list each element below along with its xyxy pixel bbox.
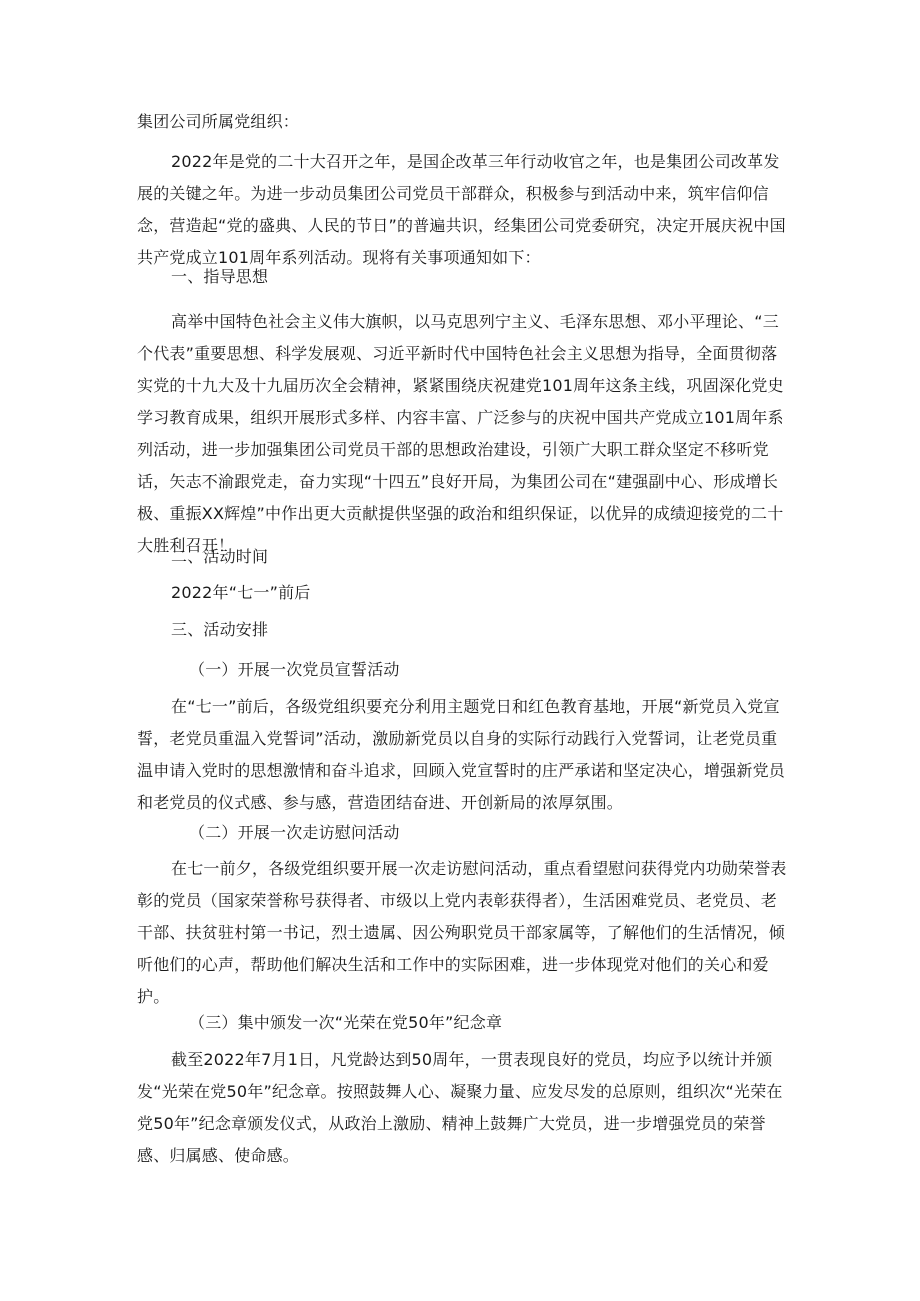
intro-paragraph: 2022年是党的二十大召开之年，是国企改革三年行动收官之年，也是集团公司改革发展的关键之年。为进一步动员集团公司党员干部群众，积极参与到活动中来，筑牢信仰信念，营造起“党的盛典、人民的节日”的普遍共识，经集团公司党委研究，决定开展庆祝中国共产党成立101周年系列活动。现将有关事项通知如下： (137, 152, 786, 267)
section-body-activity-time: 2022年“七一”前后 (171, 583, 311, 602)
item-heading-oath-activity: （一）开展一次党员宣誓活动 (189, 660, 400, 679)
section-heading-activity-time: 二、活动时间 (171, 547, 269, 566)
section-heading-activity-arrangement: 三、活动安排 (171, 620, 269, 639)
section-heading-guiding-thought: 一、指导思想 (171, 267, 269, 286)
item-body-visit-activity: 在七一前夕，各级党组织要开展一次走访慰问活动，重点看望慰问获得党内功勋荣誉表彰的党员（国家荣誉称号获得者、市级以上党内表彰获得者），生活困难党员、老党员、老干部、扶贫驻村第一书记，烈士遗属、因公殉职党员干部家属等，了解他们的生活情况，倾听他们的心声，帮助他们解决生活和工作中的实际困难，进一步体现党对他们的关心和爱护。 (137, 859, 787, 1006)
salutation: 集团公司所属党组织： (137, 112, 300, 131)
section-body-guiding-thought: 高举中国特色社会主义伟大旗帜，以马克思列宁主义、毛泽东思想、邓小平理论、“三个代表”重要思想、科学发展观、习近平新时代中国特色社会主义思想为指导，全面贯彻落实党的十九大及十九届历次全会精神，紧紧围绕庆祝建党101周年这条主线，巩固深化党史学习教育成果，组织开展形式多样、内容丰富、广泛参与的庆祝中国共产党成立101周年系列活动，进一步加强集团公司党员干部的思想政治建设，引领广大职工群众坚定不移听党话，矢志不渝跟党走，奋力实现“十四五”良好开局，为集团公司在“建强副中心、形成增长极、重振XX辉煌”中作出更大贡献提供坚强的政治和组织保证，以优异的成绩迎接党的二十大胜利召开！ (137, 312, 784, 555)
item-heading-visit-activity: （二）开展一次走访慰问活动 (189, 823, 400, 842)
item-body-medal-award: 截至2022年7月1日，凡党龄达到50周年，一贯表现良好的党员，均应予以统计并颁发“光荣在党50年”纪念章。按照鼓舞人心、凝聚力量、应发尽发的总原则，组织次“光荣在党50年”纪念章颁发仪式，从政治上激励、精神上鼓舞广大党员，进一步增强党员的荣誉感、归属感、使命感。 (137, 1050, 783, 1165)
item-heading-medal-award: （三）集中颁发一次“光荣在党50年”纪念章 (189, 1013, 503, 1032)
item-body-oath-activity: 在“七一”前后，各级党组织要充分利用主题党日和红色教育基地，开展“新党员入党宣誓，老党员重温入党誓词”活动，激励新党员以自身的实际行动践行入党誓词，让老党员重温申请入党时的思想激情和奋斗追求，回顾入党宣誓时的庄严承诺和坚定决心，增强新党员和老党员的仪式感、参与感，营造团结奋进、开创新局的浓厚氛围。 (137, 697, 786, 812)
